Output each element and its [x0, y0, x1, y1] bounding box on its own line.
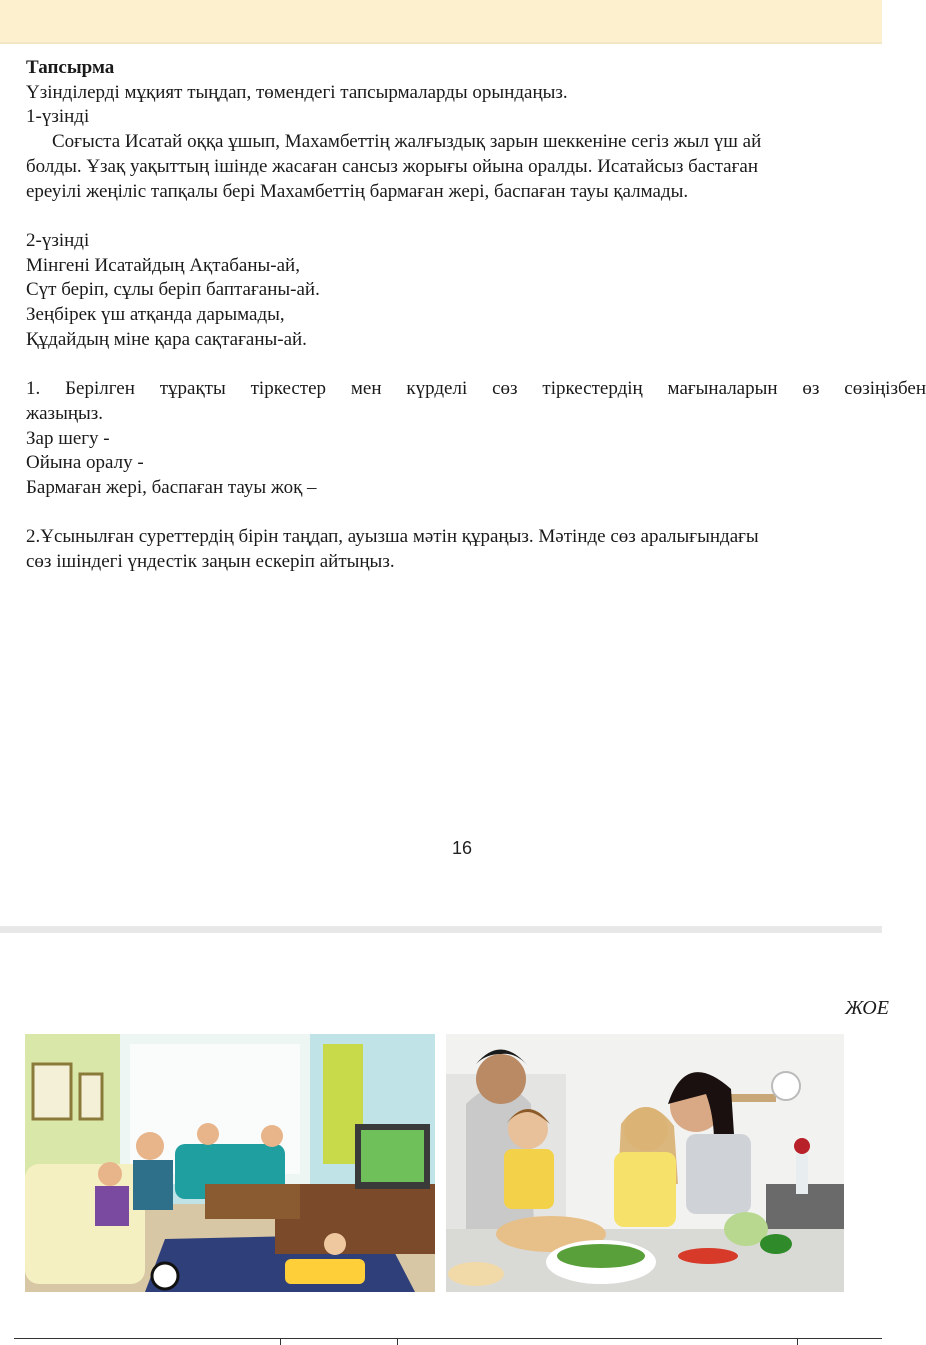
phrase-item: Бармаған жері, баспаған тауы жоқ –	[26, 476, 317, 498]
poem-line: Құдайдың міне қара сақтағаны-ай.	[26, 328, 307, 350]
question1-word: өз	[802, 378, 820, 400]
question1-word: тіркестер	[250, 378, 327, 400]
table-top-border	[14, 1338, 882, 1345]
phrase-item: Ойына оралу -	[26, 452, 144, 474]
task-title: Тапсырма	[26, 57, 115, 78]
question1-word: 1.	[26, 378, 41, 400]
question1-word: сөз	[492, 378, 518, 400]
task-instruction: Үзінділерді мұқият тыңдап, төмендегі тапсырмаларды орындаңыз.	[26, 81, 568, 103]
question1-word: тұрақты	[159, 378, 226, 400]
question1-line1	[26, 377, 926, 402]
question1-word: мен	[350, 378, 382, 400]
poem-line: Сүт беріп, сұлы беріп баптағаны-ай.	[26, 279, 320, 301]
question1-word: күрделі	[406, 378, 468, 400]
task-page	[26, 56, 926, 575]
question1-word: сөзіңізбен	[844, 378, 926, 400]
family-living-room-illustration	[25, 1034, 435, 1292]
excerpt1-line: ереуілі жеңіліс тапқалы бері Махамбеттің бармаған жері, баспаған тауы қалмады.	[26, 180, 689, 202]
question2-line2: сөз ішіндегі үндестік заңын ескеріп айтыңыз.	[26, 551, 395, 573]
excerpt1-line: болды. Ұзақ уақыттың ішінде жасаған сансыз жорығы ойына оралды. Исатайсыз бастаған	[26, 155, 759, 177]
question1-word: мағыналарын	[667, 378, 778, 400]
excerpt1-line: Соғыста Исатай оққа ұшып, Махамбеттің жалғыздық зарын шеккеніне сегіз жыл үш ай	[52, 131, 762, 153]
family-cooking-photo	[446, 1034, 844, 1292]
page-separator	[0, 926, 882, 933]
page-number: 16	[451, 838, 473, 858]
excerpt2-label: 2-үзінді	[26, 229, 90, 251]
top-color-band	[0, 0, 882, 44]
poem-line: Мінгені Исатайдың Ақтабаны-ай,	[26, 254, 300, 276]
question1-word: Берілген	[65, 378, 135, 400]
question1-word: тіркестердің	[542, 378, 643, 400]
next-page-corner-text: ЖОЕ	[845, 997, 889, 1019]
question1-line2: жазыңыз.	[26, 402, 104, 424]
excerpt1-label: 1-үзінді	[26, 106, 90, 128]
question2-line1: 2.Ұсынылған суреттердің бірін таңдап, ауызша мәтін құраңыз. Мәтінде сөз аралығындағы	[26, 526, 759, 548]
phrase-item: Зар шегу -	[26, 427, 110, 449]
poem-line: Зеңбірек үш атқанда дарымады,	[26, 304, 285, 326]
